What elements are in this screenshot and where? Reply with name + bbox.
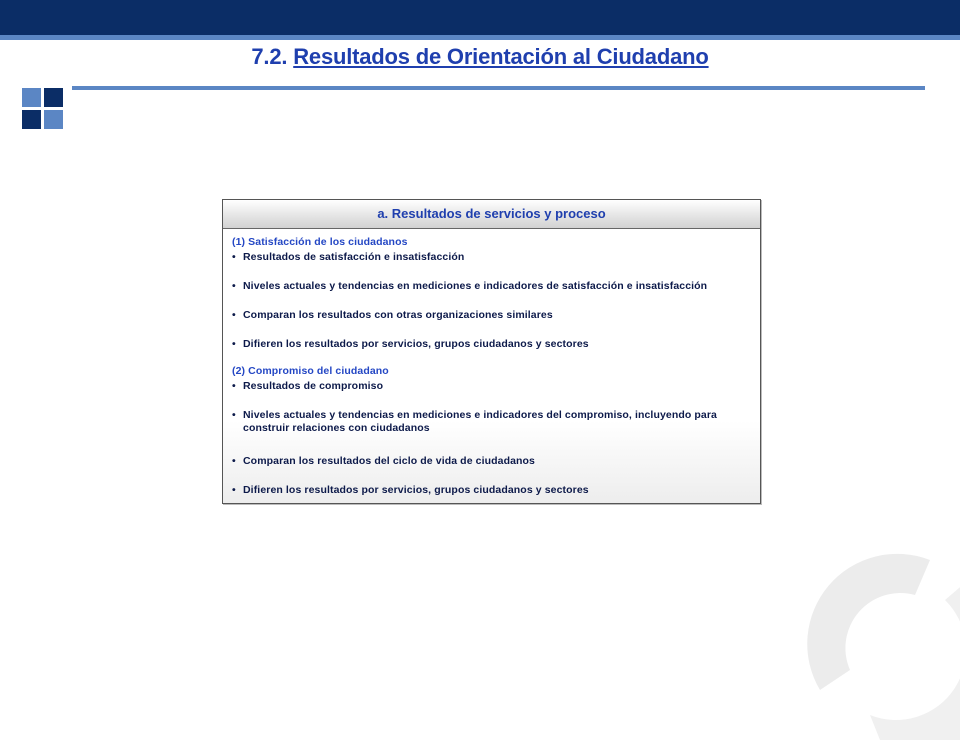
section-heading-commitment: (2) Compromiso del ciudadano — [232, 365, 389, 377]
title-text: Resultados de Orientación al Ciudadano — [293, 44, 709, 69]
watermark-logo-icon — [780, 540, 960, 740]
title-rule — [72, 86, 925, 90]
top-banner — [0, 0, 960, 35]
section-heading-satisfaction: (1) Satisfacción de los ciudadanos — [232, 236, 408, 248]
squares-logo-icon — [22, 88, 64, 130]
slide-title — [0, 44, 960, 70]
top-banner-stripe — [0, 35, 960, 40]
list-item: • Resultados de compromiso — [232, 380, 384, 392]
table-body — [223, 229, 760, 503]
title-number: 7.2. — [251, 44, 288, 69]
list-item: • Resultados de satisfacción e insatisfacción — [232, 251, 465, 263]
list-item: • Comparan los resultados con otras organizaciones similares — [232, 309, 553, 321]
list-item: • Niveles actuales y tendencias en mediciones e indicadores del compromiso, incluyendo para construir relaciones con ciudadanos — [232, 409, 717, 434]
list-item: • Difieren los resultados por servicios, grupos ciudadanos y sectores — [232, 484, 589, 496]
results-table — [222, 199, 761, 504]
list-item: • Difieren los resultados por servicios, grupos ciudadanos y sectores — [232, 338, 589, 350]
list-item: • Comparan los resultados del ciclo de vida de ciudadanos — [232, 455, 535, 467]
table-header: a. Resultados de servicios y proceso — [223, 200, 760, 229]
list-item: • Niveles actuales y tendencias en mediciones e indicadores de satisfacción e insatisfacción — [232, 280, 708, 292]
